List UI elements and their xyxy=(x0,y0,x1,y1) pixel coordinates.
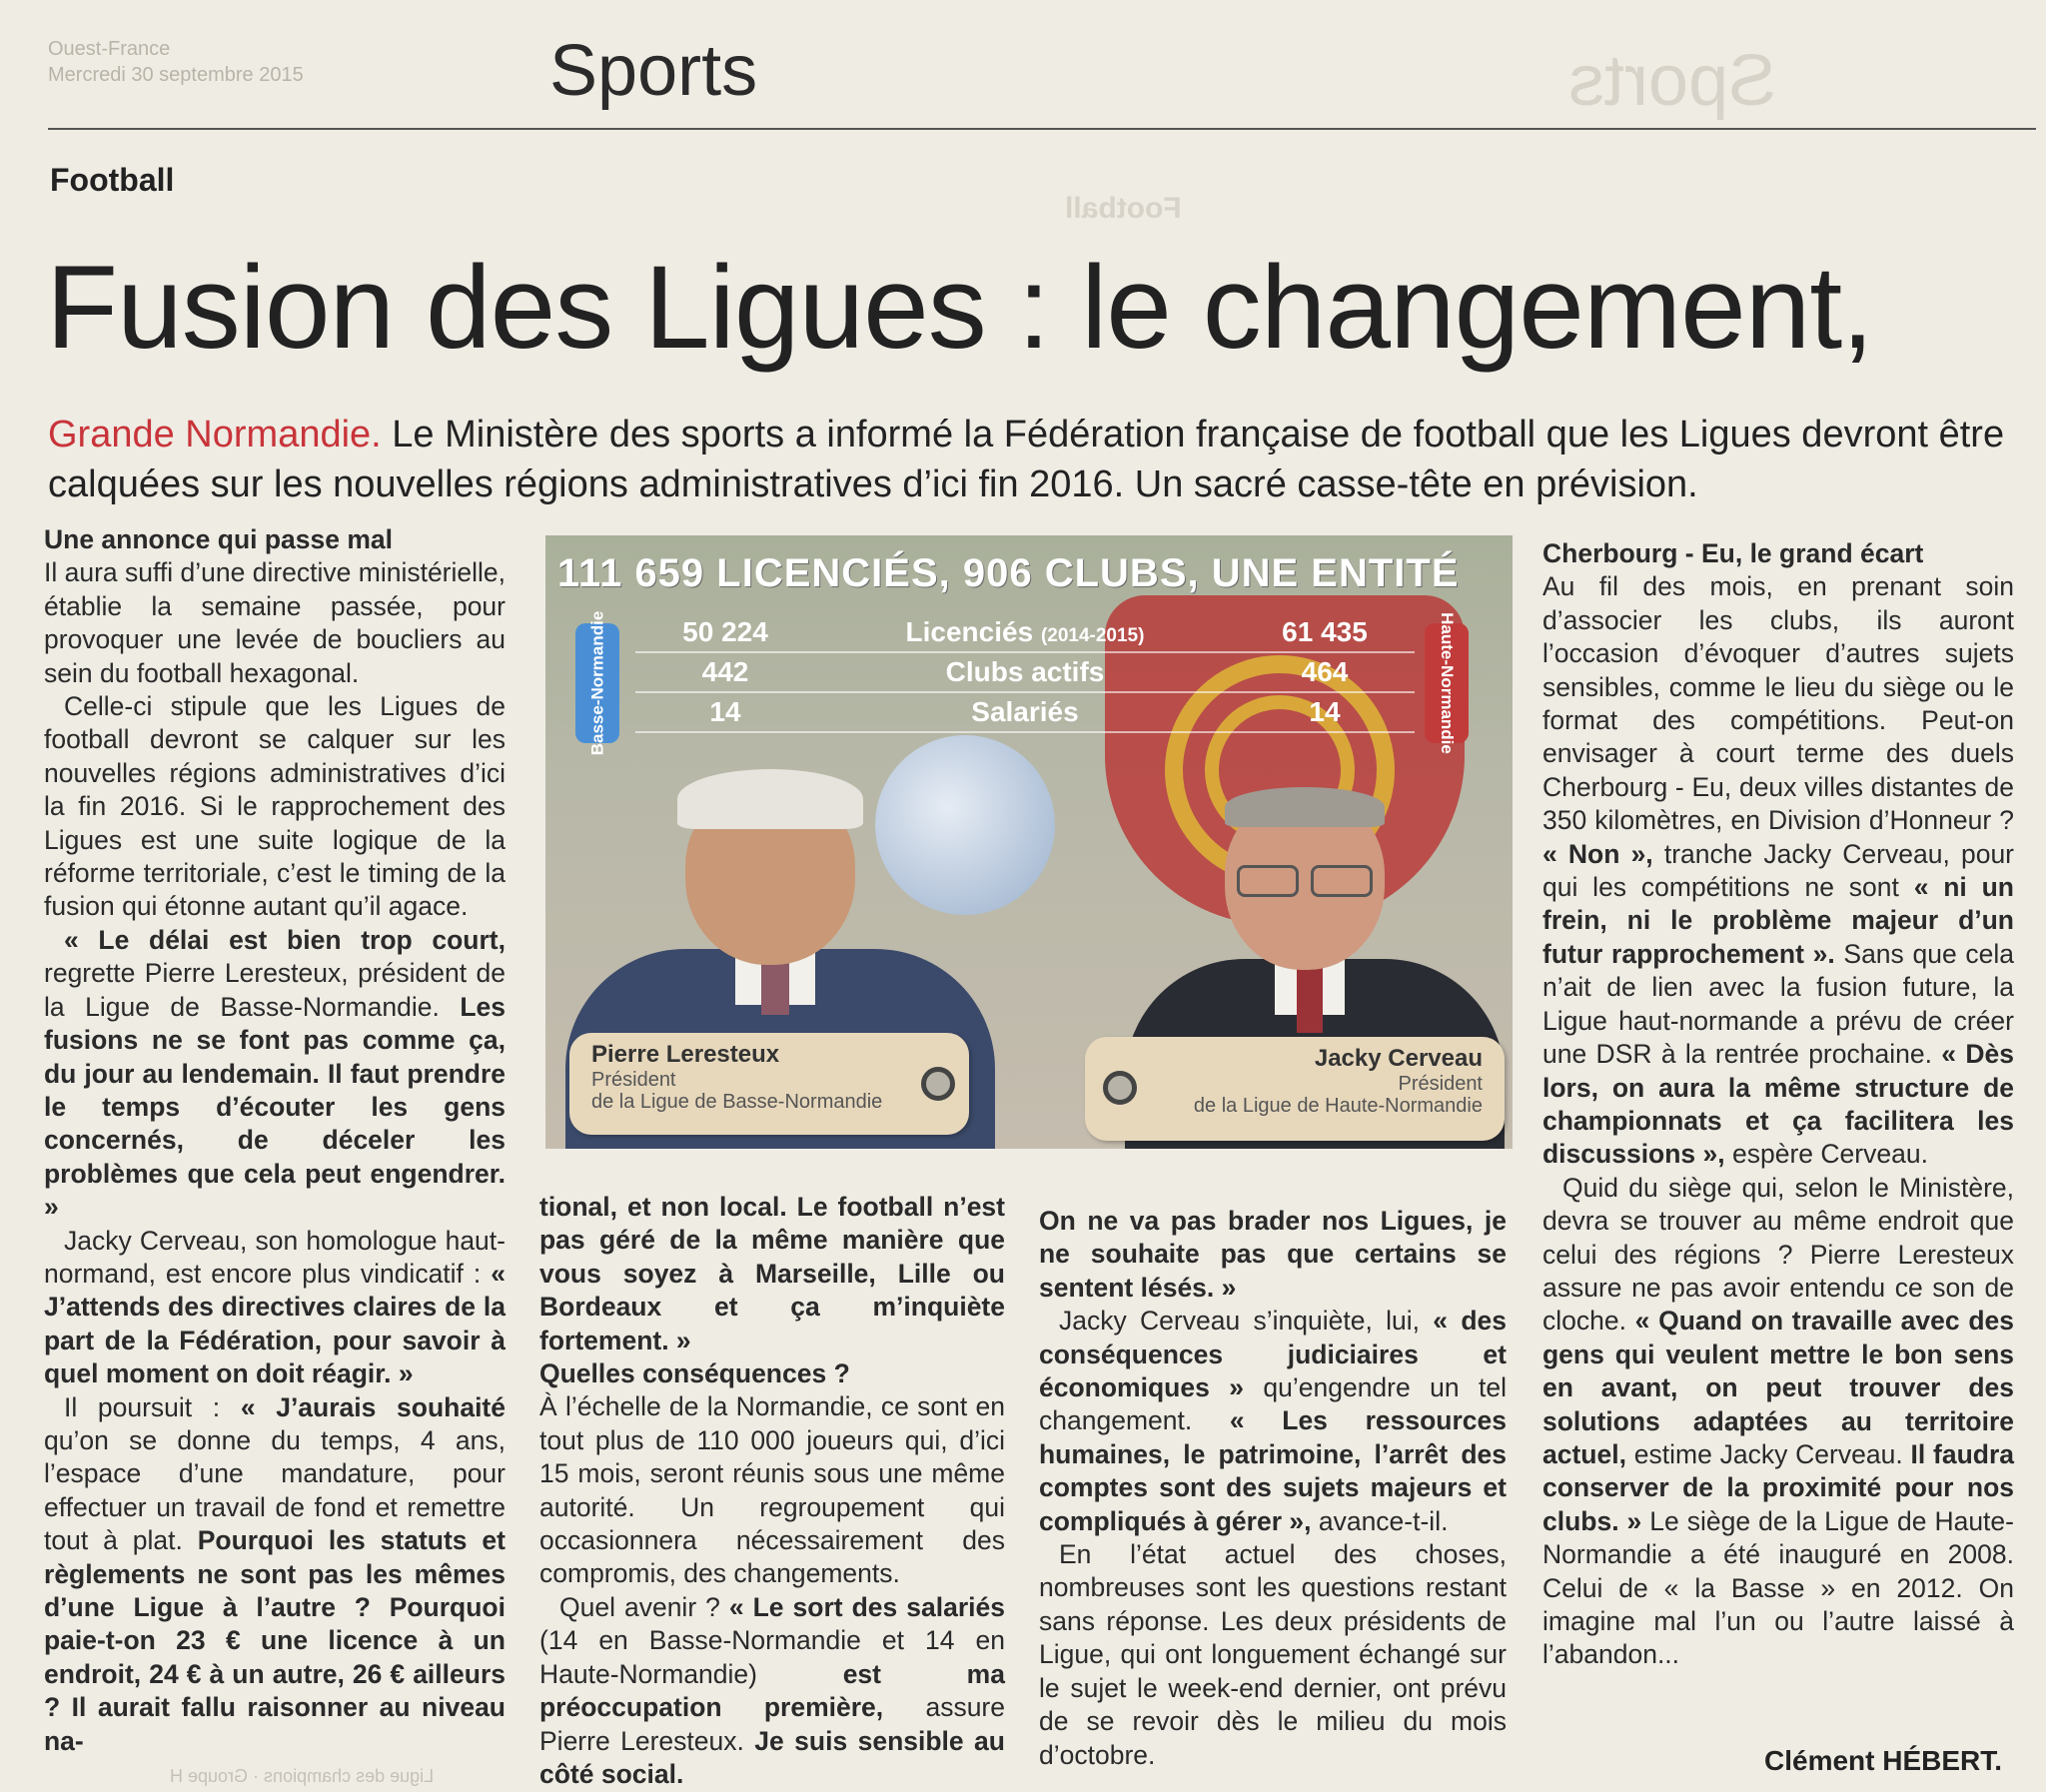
quote: « J’attends des directives claires de la part de la Fédération, pour savoir à quel moment on doit réagir. » xyxy=(44,1258,506,1389)
glasses-icon xyxy=(1311,865,1373,897)
text: regrette Pierre Leresteux, président de la Ligue de Basse-Normandie. xyxy=(44,958,506,1022)
article-column-1 xyxy=(44,523,506,1758)
stats-row-clubs xyxy=(635,653,1415,693)
stats-table xyxy=(635,613,1415,733)
text: qu’on se donne du temps, 4 ans, l’espace d’une mandature, pour effectuer un travail de fond et remettre tout à plat. xyxy=(44,1424,506,1556)
stat-left-value: 50 224 xyxy=(682,616,768,647)
tag-hole-icon xyxy=(1103,1071,1137,1105)
article-column-3 xyxy=(1039,1205,1507,1772)
stat-right-value: 464 xyxy=(1301,656,1349,687)
glasses-icon xyxy=(1237,865,1299,897)
stat-label: Clubs actifs xyxy=(945,656,1105,687)
quote: Les fusions ne se font pas comme ça, du jour au lendemain. Il faut prendre le temps d’écouter les gens concernés, de déceler les problèmes que cela peut engendrer. » xyxy=(44,991,506,1223)
name-tag-cerveau xyxy=(1085,1037,1505,1141)
paragraph xyxy=(1039,1205,1507,1305)
standfirst-region: Grande Normandie. xyxy=(48,414,382,455)
section-title: Sports xyxy=(549,31,758,111)
stat-label: Licenciés (2014-2015) xyxy=(905,616,1145,647)
subheading-annonce: Une annonce qui passe mal xyxy=(44,524,394,554)
hair xyxy=(1225,787,1385,827)
paragraph xyxy=(44,1391,506,1758)
publication-date: Mercredi 30 septembre 2015 xyxy=(48,64,304,86)
article-column-2 xyxy=(539,1191,1005,1791)
article-kicker: Football xyxy=(50,162,175,198)
standfirst-text: Le Ministère des sports a informé la Fédération française de football que les Ligues devront être calquées sur les nouvelles régions administratives d’ici fin 2016. Un sacré casse-tête en prévision. xyxy=(48,414,2005,505)
paragraph: Quel avenir ? « Le sort des salariés (14 en Basse-Normandie et 14 en Haute-Normandie) est ma préoccupation première, assure Pierre Leresteux. Je suis sensible au côté social. xyxy=(539,1591,1005,1789)
quote: « Le délai est bien trop court, xyxy=(64,924,506,955)
paragraph: En l’état actuel des choses, nombreuses sont les questions restant sans réponse. Les deux présidents de Ligue, qui ont longuement échangé sur le sujet le week-end dernier, ont prévu de se revoir dès le milieu du mois d’octobre. xyxy=(1039,1539,1507,1770)
role: Président xyxy=(1398,1073,1483,1095)
header-rule xyxy=(48,128,2036,130)
paragraph: Il aura suffi d’une directive ministérielle, établie la semaine passée, pour provoquer une levée de boucliers au sein du football hexagonal. xyxy=(44,557,507,688)
stat-right-value: 61 435 xyxy=(1282,616,1368,647)
show-through-footer: Ligue des champions · Groupe H xyxy=(170,1766,435,1786)
name: Pierre Leresteux xyxy=(591,1041,780,1068)
subheading-consequences: Quelles conséquences ? xyxy=(539,1358,850,1389)
publication-name: Ouest-France xyxy=(48,38,171,60)
basse-normandie-tag: Basse-Normandie xyxy=(575,623,619,743)
paragraph: Quid du siège qui, selon le Ministère, devra se trouver au même endroit que celui des régions ? Pierre Leresteux assure ne pas avoir entendu ce son de cloche. « Quand on travaille avec des gens qui veulent mettre le bon sens en avant, on peut trouver des solutions adaptées au territoire actuel, estime Jacky Cerveau. Il faudra conserver de la proximité pour nos clubs. » Le siège de la Ligue de Haute-Normandie a été inauguré en 2008. Celui de « la Basse » en 2012. On imagine mal l’un ou l’autre laissé à l’abandon... xyxy=(1542,1172,2015,1670)
article-column-4 xyxy=(1542,537,2014,1672)
paragraph xyxy=(44,924,506,1225)
infographic-photo xyxy=(545,535,1513,1149)
quote: On ne va pas brader nos Ligues, je ne souhaite pas que certains se sentent lésés. » xyxy=(1039,1206,1507,1303)
role: de la Ligue de Haute-Normandie xyxy=(1193,1095,1483,1117)
haute-normandie-tag: Haute-Normandie xyxy=(1425,623,1469,743)
name-tag-leresteux xyxy=(569,1033,969,1135)
article-standfirst xyxy=(48,410,2026,509)
role: Président xyxy=(591,1069,676,1091)
stats-row-salaries xyxy=(635,693,1415,733)
infographic-title: 111 659 LICENCIÉS, 906 CLUBS, UNE ENTITÉ xyxy=(557,551,1460,595)
paragraph xyxy=(44,1225,506,1391)
show-through-section: Sports xyxy=(1568,41,1777,121)
stat-right-value: 14 xyxy=(1309,696,1341,727)
quote: tional, et non local. Le football n’est pas géré de la même manière que vous soyez à Marseille, Lille ou Bordeaux et ça m’inquiète fortement. » xyxy=(539,1192,1005,1355)
name: Jacky Cerveau xyxy=(1314,1045,1483,1072)
text: Il poursuit : xyxy=(64,1391,221,1422)
article-byline: Clément HÉBERT. xyxy=(1764,1745,2003,1776)
article-headline: Fusion des Ligues : le changement, xyxy=(46,242,1873,374)
paragraph: Jacky Cerveau s’inquiète, lui, « des conséquences judiciaires et économiques » qu’engendre un tel changement. « Les ressources humaines, le patrimoine, l’arrêt des comptes sont des sujets majeurs et compliqués à gérer », avance-t-il. xyxy=(1039,1306,1507,1536)
stat-left-value: 442 xyxy=(701,656,749,687)
paragraph: Au fil des mois, en prenant soin d’associer les clubs, ils auront l’occasion d’évoquer d’autres sujets sensibles, comme le lieu du siège ou le format des compétitions. Peut-on envisager à court terme des duels Cherbourg - Eu, deux villes distantes de 350 kilomètres, en Division d’Honneur ? « Non », tranche Jacky Cerveau, pour qui les compétitions ne sont « ni un frein, ni le problème majeur d’un futur rapprochement ». Sans que cela n’ait de lien avec la fusion future, la Ligue haut-normande a prévu de créer une DSR à la rentrée prochaine. « Dès lors, on aura la même structure de championnats et ça facilitera les discussions », espère Cerveau. xyxy=(1542,571,2015,1170)
stat-left-value: 14 xyxy=(709,696,741,727)
paragraph: Celle-ci stipule que les Ligues de football devront se calquer sur les nouvelles régions administratives d’ici la fin 2016. Si le rapprochement des Ligues est une suite logique de la réforme territoriale, c’est le timing de la fusion qui étonne autant qu’il agace. xyxy=(44,691,506,922)
stat-label: Salariés xyxy=(971,696,1079,727)
quote: « J’aurais souhaité xyxy=(240,1391,506,1422)
stats-row-licencies xyxy=(635,613,1415,653)
hair xyxy=(677,769,863,829)
paragraph xyxy=(539,1191,1005,1357)
text: Jacky Cerveau, son homologue haut-normand, est encore plus vindicatif : xyxy=(44,1225,506,1289)
masthead-meta xyxy=(48,36,304,88)
quote: Pourquoi les statuts et règlements ne sont pas les mêmes d’une Ligue à l’autre ? Pourquoi paie-t-on 23 € une licence à un endroit, 24 € à un autre, 26 € ailleurs ? Il aurait fallu raisonner au niveau na- xyxy=(44,1525,506,1756)
role: de la Ligue de Basse-Normandie xyxy=(591,1091,883,1113)
paragraph: À l’échelle de la Normandie, ce sont en tout plus de 110 000 joueurs qui, d’ici 15 mois, seront réunis sous une même autorité. Un regroupement qui occasionnera nécessairement des compromis, des changements. xyxy=(539,1391,1005,1589)
subheading-cherbourg-eu: Cherbourg - Eu, le grand écart xyxy=(1542,538,1924,568)
tag-hole-icon xyxy=(921,1067,955,1101)
show-through-kicker: Football xyxy=(1065,192,1182,225)
